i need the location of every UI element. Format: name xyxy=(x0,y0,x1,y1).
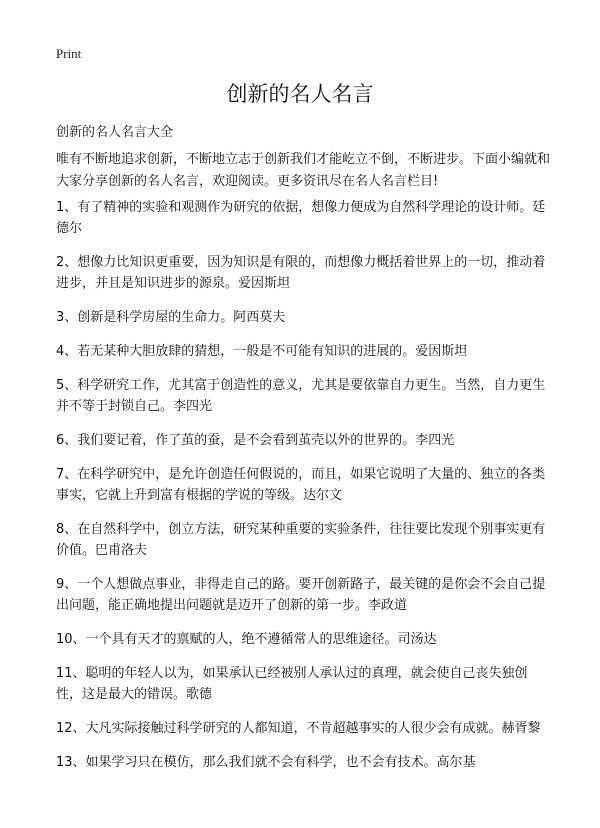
quote-item: 12、大凡实际接触过科学研究的人都知道，不肯超越事实的人很少会有成就。赫胥黎 xyxy=(56,721,541,736)
quote-item: 1、有了精神的实验和观测作为研究的依据，想像力便成为自然科学理论的设计师。廷德尔 xyxy=(56,200,546,236)
quote-item: 8、在自然科学中，创立方法，研究某种重要的实验条件，往往要比发现个别事实更有价值。巴甫洛夫 xyxy=(56,522,546,558)
quote-item: 2、想像力比知识更重要，因为知识是有限的，而想像力概括着世界上的一切，推动着进步，并且是知识进步的源泉。爱因斯坦 xyxy=(56,255,546,291)
quote-item: 6、我们要记着，作了茧的蚕，是不会看到茧壳以外的世界的。李四光 xyxy=(56,433,455,448)
quote-item: 13、如果学习只在模仿，那么我们就不会有科学，也不会有技术。高尔基 xyxy=(56,755,476,770)
page-title: 创新的名人名言 xyxy=(226,82,374,106)
quote-item: 9、一个人想做点事业，非得走自己的路。要开创新路子，最关键的是你会不会自己提出问题，能正确地提出问题就是迈开了创新的第一步。李政道 xyxy=(56,577,546,613)
quote-item: 7、在科学研究中，是允许创造任何假说的，而且，如果它说明了大量的、独立的各类事实，它就上升到富有根据的学说的等级。达尔文 xyxy=(56,467,546,503)
quote-item: 4、若无某种大胆放肆的猜想，一般是不可能有知识的进展的。爱因斯坦 xyxy=(56,344,468,359)
quote-list xyxy=(56,197,552,786)
quote-item: 5、科学研究工作，尤其富于创造性的意义，尤其是要依靠自力更生。当然，自力更生并不等于封锁自己。李四光 xyxy=(56,378,546,414)
quote-item: 3、创新是科学房屋的生命力。阿西莫夫 xyxy=(56,310,286,325)
quote-item: 10、一个具有天才的禀赋的人，绝不遵循常人的思维途径。司汤达 xyxy=(56,632,437,647)
article-subtitle: 创新的名人名言大全 xyxy=(56,125,174,140)
article-intro: 唯有不断地追求创新，不断地立志于创新我们才能屹立不倒，不断进步。下面小编就和大家分享创新的名人名言，欢迎阅读。更多资讯尽在名人名言栏目! xyxy=(56,152,551,189)
quote-item: 11、聪明的年轻人以为，如果承认已经被别人承认过的真理，就会使自己丧失独创性，这是最大的错误。歌德 xyxy=(56,666,528,702)
print-link[interactable]: Print xyxy=(56,46,82,61)
